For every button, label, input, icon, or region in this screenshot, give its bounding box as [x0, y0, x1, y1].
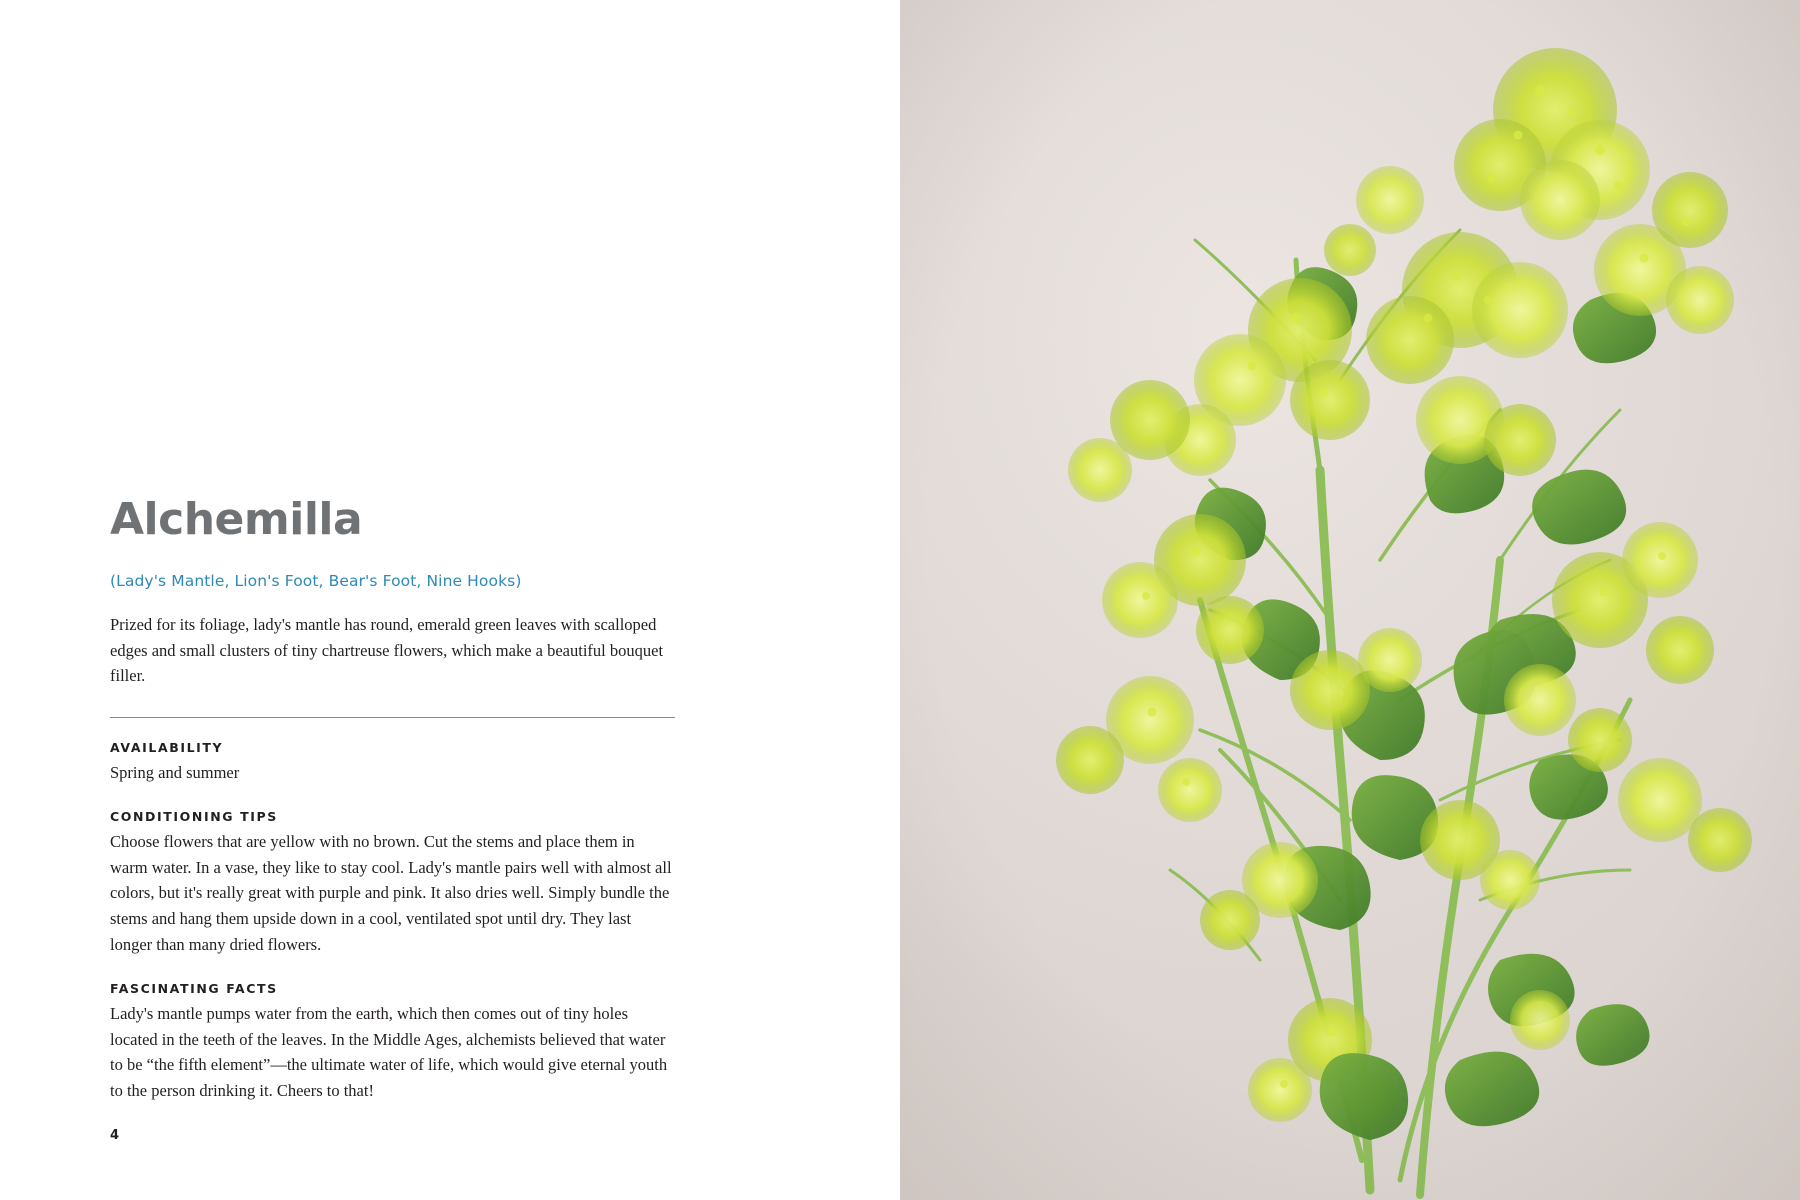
- section-body: Choose flowers that are yellow with no brown. Cut the stems and place them in warm water. In a vase, they like to stay cool. Lady's mantle pairs well with almost all colors, but it's really great with purple and pink. It also dries well. Simply bundle the stems and hang them upside down in a cool, ventilated spot until dry. They last longer than many dried flowers.: [110, 832, 672, 954]
- section-availability: [110, 740, 675, 786]
- section-divider: [110, 717, 675, 718]
- section-fascinating-facts: [110, 981, 675, 1103]
- page-title: Alchemilla: [110, 494, 363, 545]
- common-names-subtitle: (Lady's Mantle, Lion's Foot, Bear's Foot, Nine Hooks): [110, 572, 522, 590]
- section-conditioning-tips: [110, 809, 675, 957]
- section-heading: FASCINATING FACTS: [110, 981, 278, 997]
- intro-paragraph: Prized for its foliage, lady's mantle has round, emerald green leaves with scalloped edges and small clusters of tiny chartreuse flowers, which make a beautiful bouquet filler.: [110, 615, 664, 686]
- article-content: [110, 494, 675, 1103]
- page-number: 4: [110, 1128, 120, 1143]
- section-heading: AVAILABILITY: [110, 739, 224, 755]
- photo-vignette: [900, 0, 1800, 1200]
- section-body: Spring and summer: [110, 762, 240, 782]
- section-heading: CONDITIONING TIPS: [110, 809, 278, 825]
- photo-page: [900, 0, 1800, 1200]
- section-body: Lady's mantle pumps water from the earth, which then comes out of tiny holes located in the teeth of the leaves. In the Middle Ages, alchemists believed that water to be “the fifth element”—the ultimate water of life, which would give eternal youth to the person drinking it. Cheers to that!: [110, 1004, 668, 1100]
